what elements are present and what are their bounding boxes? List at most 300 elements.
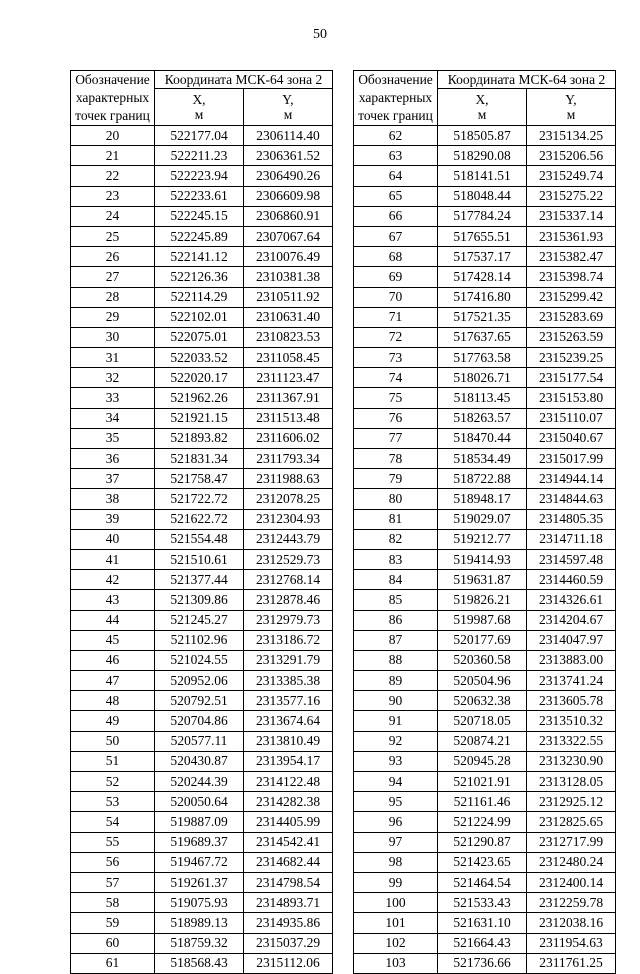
table-row — [71, 166, 333, 186]
point-number-cell: 70 — [354, 287, 438, 307]
table-row — [71, 388, 333, 408]
table-row — [71, 590, 333, 610]
y-coordinate-cell: 2314805.35 — [527, 509, 616, 529]
point-number-cell: 39 — [71, 509, 155, 529]
point-number-cell: 36 — [71, 449, 155, 469]
x-coordinate-cell: 521664.43 — [438, 933, 527, 953]
y-coordinate-cell: 2314893.71 — [244, 893, 333, 913]
y-coordinate-cell: 2306114.40 — [244, 126, 333, 146]
x-coordinate-cell: 522211.23 — [155, 146, 244, 166]
header-x-unit: м — [477, 107, 487, 122]
x-coordinate-cell: 521962.26 — [155, 388, 244, 408]
table-row — [71, 691, 333, 711]
point-number-cell: 97 — [354, 832, 438, 852]
table-row — [71, 226, 333, 246]
table-row — [71, 408, 333, 428]
y-coordinate-cell: 2307067.64 — [244, 226, 333, 246]
y-coordinate-cell: 2315239.25 — [527, 348, 616, 368]
y-coordinate-cell: 2313291.79 — [244, 650, 333, 670]
x-coordinate-cell: 517521.35 — [438, 307, 527, 327]
table-row — [354, 307, 616, 327]
y-coordinate-cell: 2315110.07 — [527, 408, 616, 428]
point-number-cell: 87 — [354, 630, 438, 650]
point-number-cell: 49 — [71, 711, 155, 731]
x-coordinate-cell: 518989.13 — [155, 913, 244, 933]
x-coordinate-cell: 521631.10 — [438, 913, 527, 933]
point-number-cell: 100 — [354, 893, 438, 913]
y-coordinate-cell: 2306490.26 — [244, 166, 333, 186]
x-coordinate-cell: 518113.45 — [438, 388, 527, 408]
x-coordinate-cell: 521224.99 — [438, 812, 527, 832]
point-number-cell: 68 — [354, 247, 438, 267]
x-coordinate-cell: 522141.12 — [155, 247, 244, 267]
y-coordinate-cell: 2315263.59 — [527, 327, 616, 347]
y-coordinate-cell: 2314798.54 — [244, 872, 333, 892]
table-row — [71, 852, 333, 872]
x-coordinate-cell: 518505.87 — [438, 126, 527, 146]
point-number-cell: 77 — [354, 428, 438, 448]
y-coordinate-cell: 2313954.17 — [244, 751, 333, 771]
point-number-cell: 23 — [71, 186, 155, 206]
point-number-cell: 61 — [71, 953, 155, 973]
table-row — [71, 772, 333, 792]
coordinates-body-left — [71, 126, 333, 974]
point-number-cell: 32 — [71, 368, 155, 388]
table-row — [354, 368, 616, 388]
coordinates-table-left — [70, 70, 333, 974]
table-row — [354, 751, 616, 771]
y-coordinate-cell: 2312038.16 — [527, 913, 616, 933]
x-coordinate-cell: 521554.48 — [155, 529, 244, 549]
y-coordinate-cell: 2315299.42 — [527, 287, 616, 307]
x-coordinate-cell: 518534.49 — [438, 449, 527, 469]
table-row — [354, 428, 616, 448]
point-number-cell: 60 — [71, 933, 155, 953]
y-coordinate-cell: 2314711.18 — [527, 529, 616, 549]
point-number-cell: 65 — [354, 186, 438, 206]
table-row — [71, 146, 333, 166]
point-number-cell: 40 — [71, 529, 155, 549]
x-coordinate-cell: 522020.17 — [155, 368, 244, 388]
x-coordinate-cell: 520718.05 — [438, 711, 527, 731]
table-row — [354, 852, 616, 872]
point-number-cell: 102 — [354, 933, 438, 953]
table-row — [354, 408, 616, 428]
point-number-cell: 96 — [354, 812, 438, 832]
y-coordinate-cell: 2312979.73 — [244, 610, 333, 630]
point-number-cell: 31 — [71, 348, 155, 368]
y-coordinate-cell: 2310076.49 — [244, 247, 333, 267]
table-row — [71, 489, 333, 509]
table-row — [354, 186, 616, 206]
y-coordinate-cell: 2310823.53 — [244, 327, 333, 347]
table-row — [354, 691, 616, 711]
y-coordinate-cell: 2313741.24 — [527, 671, 616, 691]
y-coordinate-cell: 2311761.25 — [527, 953, 616, 973]
point-number-cell: 67 — [354, 226, 438, 246]
point-number-cell: 27 — [71, 267, 155, 287]
point-number-cell: 51 — [71, 751, 155, 771]
x-coordinate-cell: 520177.69 — [438, 630, 527, 650]
y-coordinate-cell: 2314282.38 — [244, 792, 333, 812]
table-row — [354, 590, 616, 610]
header-x-label: X, — [475, 92, 489, 107]
table-row — [354, 772, 616, 792]
y-coordinate-cell: 2314326.61 — [527, 590, 616, 610]
point-number-cell: 33 — [71, 388, 155, 408]
header-y-label: Y, — [565, 92, 577, 107]
y-coordinate-cell: 2312304.93 — [244, 509, 333, 529]
point-number-cell: 98 — [354, 852, 438, 872]
x-coordinate-cell: 519029.07 — [438, 509, 527, 529]
point-number-cell: 54 — [71, 812, 155, 832]
point-number-cell: 78 — [354, 449, 438, 469]
table-row — [71, 832, 333, 852]
table-row — [354, 650, 616, 670]
table-row — [71, 711, 333, 731]
point-number-cell: 94 — [354, 772, 438, 792]
x-coordinate-cell: 520244.39 — [155, 772, 244, 792]
table-row — [71, 792, 333, 812]
y-coordinate-cell: 2310511.92 — [244, 287, 333, 307]
table-row — [71, 428, 333, 448]
point-number-cell: 66 — [354, 206, 438, 226]
y-coordinate-cell: 2313510.32 — [527, 711, 616, 731]
point-number-cell: 74 — [354, 368, 438, 388]
table-row — [354, 267, 616, 287]
table-row — [71, 610, 333, 630]
point-number-cell: 71 — [354, 307, 438, 327]
table-row — [354, 549, 616, 569]
x-coordinate-cell: 522177.04 — [155, 126, 244, 146]
y-coordinate-cell: 2315206.56 — [527, 146, 616, 166]
point-number-cell: 52 — [71, 772, 155, 792]
coordinates-body-right — [354, 126, 616, 974]
x-coordinate-cell: 521758.47 — [155, 469, 244, 489]
x-coordinate-cell: 522245.15 — [155, 206, 244, 226]
header-x-label: X, — [192, 92, 206, 107]
x-coordinate-cell: 520577.11 — [155, 731, 244, 751]
point-number-cell: 38 — [71, 489, 155, 509]
y-coordinate-cell: 2313385.38 — [244, 671, 333, 691]
header-x-unit: м — [194, 107, 204, 122]
y-coordinate-cell: 2314122.48 — [244, 772, 333, 792]
x-coordinate-cell: 518026.71 — [438, 368, 527, 388]
x-coordinate-cell: 521161.46 — [438, 792, 527, 812]
table-row — [354, 671, 616, 691]
y-coordinate-cell: 2314682.44 — [244, 852, 333, 872]
x-coordinate-cell: 521024.55 — [155, 650, 244, 670]
x-coordinate-cell: 518722.88 — [438, 469, 527, 489]
x-coordinate-cell: 517537.17 — [438, 247, 527, 267]
table-row — [71, 287, 333, 307]
point-number-cell: 42 — [71, 570, 155, 590]
x-coordinate-cell: 521464.54 — [438, 872, 527, 892]
x-coordinate-cell: 519826.21 — [438, 590, 527, 610]
x-coordinate-cell: 517763.58 — [438, 348, 527, 368]
table-row — [71, 348, 333, 368]
y-coordinate-cell: 2314844.63 — [527, 489, 616, 509]
x-coordinate-cell: 522126.36 — [155, 267, 244, 287]
table-row — [354, 913, 616, 933]
point-number-cell: 29 — [71, 307, 155, 327]
point-number-cell: 91 — [354, 711, 438, 731]
table-row — [354, 449, 616, 469]
x-coordinate-cell: 519261.37 — [155, 872, 244, 892]
y-coordinate-cell: 2312825.65 — [527, 812, 616, 832]
table-row — [354, 166, 616, 186]
y-coordinate-cell: 2315398.74 — [527, 267, 616, 287]
point-number-cell: 28 — [71, 287, 155, 307]
y-coordinate-cell: 2313674.64 — [244, 711, 333, 731]
table-row — [354, 832, 616, 852]
y-coordinate-cell: 2311367.91 — [244, 388, 333, 408]
x-coordinate-cell: 519887.09 — [155, 812, 244, 832]
point-number-cell: 43 — [71, 590, 155, 610]
y-coordinate-cell: 2314047.97 — [527, 630, 616, 650]
x-coordinate-cell: 521893.82 — [155, 428, 244, 448]
y-coordinate-cell: 2312443.79 — [244, 529, 333, 549]
table-row — [71, 449, 333, 469]
y-coordinate-cell: 2310381.38 — [244, 267, 333, 287]
y-coordinate-cell: 2311988.63 — [244, 469, 333, 489]
x-coordinate-cell: 520050.64 — [155, 792, 244, 812]
point-number-cell: 93 — [354, 751, 438, 771]
table-row — [71, 267, 333, 287]
x-coordinate-cell: 519075.93 — [155, 893, 244, 913]
point-number-cell: 22 — [71, 166, 155, 186]
point-number-cell: 20 — [71, 126, 155, 146]
table-row — [71, 630, 333, 650]
point-number-cell: 88 — [354, 650, 438, 670]
y-coordinate-cell: 2311793.34 — [244, 449, 333, 469]
y-coordinate-cell: 2313810.49 — [244, 731, 333, 751]
table-row — [71, 893, 333, 913]
table-row — [71, 650, 333, 670]
table-row — [71, 247, 333, 267]
point-number-cell: 24 — [71, 206, 155, 226]
point-number-cell: 85 — [354, 590, 438, 610]
header-y — [527, 89, 616, 126]
table-row — [354, 469, 616, 489]
point-number-cell: 25 — [71, 226, 155, 246]
table-row — [71, 872, 333, 892]
y-coordinate-cell: 2311058.45 — [244, 348, 333, 368]
x-coordinate-cell: 519467.72 — [155, 852, 244, 872]
x-coordinate-cell: 521309.86 — [155, 590, 244, 610]
x-coordinate-cell: 521021.91 — [438, 772, 527, 792]
table-row — [354, 489, 616, 509]
table-row — [354, 570, 616, 590]
table-row — [354, 711, 616, 731]
x-coordinate-cell: 518470.44 — [438, 428, 527, 448]
table-row — [71, 529, 333, 549]
table-row — [71, 186, 333, 206]
point-number-cell: 63 — [354, 146, 438, 166]
point-number-cell: 59 — [71, 913, 155, 933]
header-y — [244, 89, 333, 126]
x-coordinate-cell: 522233.61 — [155, 186, 244, 206]
point-number-cell: 64 — [354, 166, 438, 186]
y-coordinate-cell: 2313883.00 — [527, 650, 616, 670]
point-number-cell: 53 — [71, 792, 155, 812]
table-row — [354, 247, 616, 267]
table-row — [71, 751, 333, 771]
x-coordinate-cell: 520704.86 — [155, 711, 244, 731]
point-number-cell: 26 — [71, 247, 155, 267]
table-row — [71, 549, 333, 569]
point-number-cell: 83 — [354, 549, 438, 569]
x-coordinate-cell: 518290.08 — [438, 146, 527, 166]
point-number-cell: 37 — [71, 469, 155, 489]
y-coordinate-cell: 2313128.05 — [527, 772, 616, 792]
table-row — [71, 509, 333, 529]
header-point-label: Обозначение характерных точек границ — [71, 71, 155, 126]
x-coordinate-cell: 521245.27 — [155, 610, 244, 630]
table-row — [354, 630, 616, 650]
table-row — [354, 206, 616, 226]
point-number-cell: 103 — [354, 953, 438, 973]
x-coordinate-cell: 522245.89 — [155, 226, 244, 246]
x-coordinate-cell: 518141.51 — [438, 166, 527, 186]
point-number-cell: 45 — [71, 630, 155, 650]
y-coordinate-cell: 2312878.46 — [244, 590, 333, 610]
x-coordinate-cell: 519689.37 — [155, 832, 244, 852]
x-coordinate-cell: 520430.87 — [155, 751, 244, 771]
x-coordinate-cell: 518263.57 — [438, 408, 527, 428]
header-y-unit: м — [283, 107, 293, 122]
y-coordinate-cell: 2311606.02 — [244, 428, 333, 448]
x-coordinate-cell: 520632.38 — [438, 691, 527, 711]
table-row — [71, 933, 333, 953]
table-row — [354, 327, 616, 347]
y-coordinate-cell: 2306361.52 — [244, 146, 333, 166]
point-number-cell: 34 — [71, 408, 155, 428]
x-coordinate-cell: 522114.29 — [155, 287, 244, 307]
point-number-cell: 21 — [71, 146, 155, 166]
y-coordinate-cell: 2312717.99 — [527, 832, 616, 852]
x-coordinate-cell: 517428.14 — [438, 267, 527, 287]
y-coordinate-cell: 2314405.99 — [244, 812, 333, 832]
y-coordinate-cell: 2314542.41 — [244, 832, 333, 852]
x-coordinate-cell: 518568.43 — [155, 953, 244, 973]
x-coordinate-cell: 519631.87 — [438, 570, 527, 590]
y-coordinate-cell: 2306860.91 — [244, 206, 333, 226]
y-coordinate-cell: 2312480.24 — [527, 852, 616, 872]
y-coordinate-cell: 2315112.06 — [244, 953, 333, 973]
x-coordinate-cell: 520792.51 — [155, 691, 244, 711]
y-coordinate-cell: 2312925.12 — [527, 792, 616, 812]
point-number-cell: 58 — [71, 893, 155, 913]
x-coordinate-cell: 517784.24 — [438, 206, 527, 226]
x-coordinate-cell: 521533.43 — [438, 893, 527, 913]
table-row — [354, 812, 616, 832]
point-number-cell: 76 — [354, 408, 438, 428]
x-coordinate-cell: 521377.44 — [155, 570, 244, 590]
point-number-cell: 80 — [354, 489, 438, 509]
table-row — [71, 570, 333, 590]
y-coordinate-cell: 2315337.14 — [527, 206, 616, 226]
table-row — [354, 731, 616, 751]
point-number-cell: 44 — [71, 610, 155, 630]
x-coordinate-cell: 517416.80 — [438, 287, 527, 307]
y-coordinate-cell: 2314944.14 — [527, 469, 616, 489]
y-coordinate-cell: 2312768.14 — [244, 570, 333, 590]
y-coordinate-cell: 2315153.80 — [527, 388, 616, 408]
x-coordinate-cell: 520504.96 — [438, 671, 527, 691]
point-number-cell: 75 — [354, 388, 438, 408]
header-x — [155, 89, 244, 126]
point-number-cell: 47 — [71, 671, 155, 691]
y-coordinate-cell: 2312529.73 — [244, 549, 333, 569]
x-coordinate-cell: 520874.21 — [438, 731, 527, 751]
table-row — [354, 610, 616, 630]
point-number-cell: 95 — [354, 792, 438, 812]
x-coordinate-cell: 521722.72 — [155, 489, 244, 509]
point-number-cell: 89 — [354, 671, 438, 691]
y-coordinate-cell: 2313186.72 — [244, 630, 333, 650]
y-coordinate-cell: 2314597.48 — [527, 549, 616, 569]
y-coordinate-cell: 2312400.14 — [527, 872, 616, 892]
header-y-unit: м — [566, 107, 576, 122]
point-number-cell: 90 — [354, 691, 438, 711]
x-coordinate-cell: 519414.93 — [438, 549, 527, 569]
y-coordinate-cell: 2315177.54 — [527, 368, 616, 388]
table-row — [71, 953, 333, 973]
y-coordinate-cell: 2313322.55 — [527, 731, 616, 751]
y-coordinate-cell: 2315134.25 — [527, 126, 616, 146]
y-coordinate-cell: 2311123.47 — [244, 368, 333, 388]
coordinates-table-right — [353, 70, 616, 974]
table-row — [354, 893, 616, 913]
table-row — [354, 287, 616, 307]
point-number-cell: 48 — [71, 691, 155, 711]
x-coordinate-cell: 521290.87 — [438, 832, 527, 852]
y-coordinate-cell: 2315382.47 — [527, 247, 616, 267]
table-row — [71, 812, 333, 832]
table-row — [354, 226, 616, 246]
x-coordinate-cell: 517655.51 — [438, 226, 527, 246]
table-row — [71, 731, 333, 751]
y-coordinate-cell: 2314204.67 — [527, 610, 616, 630]
point-number-cell: 82 — [354, 529, 438, 549]
x-coordinate-cell: 520952.06 — [155, 671, 244, 691]
x-coordinate-cell: 520945.28 — [438, 751, 527, 771]
table-row — [354, 792, 616, 812]
x-coordinate-cell: 521510.61 — [155, 549, 244, 569]
x-coordinate-cell: 521622.72 — [155, 509, 244, 529]
y-coordinate-cell: 2315361.93 — [527, 226, 616, 246]
table-row — [354, 529, 616, 549]
y-coordinate-cell: 2315283.69 — [527, 307, 616, 327]
x-coordinate-cell: 521736.66 — [438, 953, 527, 973]
x-coordinate-cell: 521102.96 — [155, 630, 244, 650]
point-number-cell: 86 — [354, 610, 438, 630]
x-coordinate-cell: 522102.01 — [155, 307, 244, 327]
y-coordinate-cell: 2311513.48 — [244, 408, 333, 428]
y-coordinate-cell: 2315040.67 — [527, 428, 616, 448]
table-row — [354, 348, 616, 368]
table-row — [354, 509, 616, 529]
point-number-cell: 62 — [354, 126, 438, 146]
y-coordinate-cell: 2312259.78 — [527, 893, 616, 913]
x-coordinate-cell: 521831.34 — [155, 449, 244, 469]
x-coordinate-cell: 518759.32 — [155, 933, 244, 953]
y-coordinate-cell: 2311954.63 — [527, 933, 616, 953]
table-row — [354, 953, 616, 973]
x-coordinate-cell: 521423.65 — [438, 852, 527, 872]
x-coordinate-cell: 522223.94 — [155, 166, 244, 186]
